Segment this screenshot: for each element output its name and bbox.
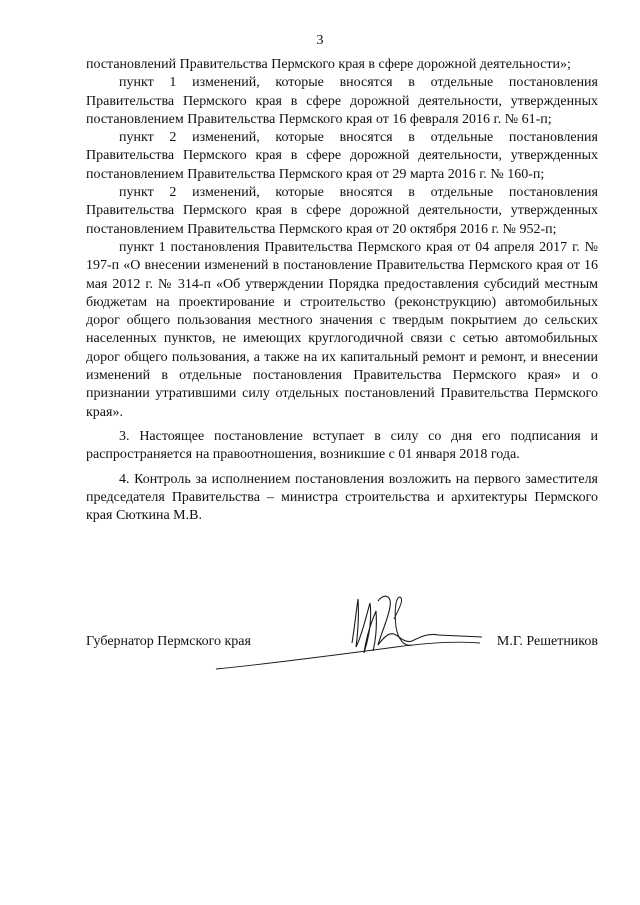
paragraph-item: пункт 1 постановления Правительства Пермского края от 04 апреля 2017 г. № 197-п «О внесении изменений в постановление Правительства Пермского края от 16 мая 2012 г. № 314-п «Об утверждении Порядка предоставления субсидий местным бюджетам на проектирование и строительство (реконструкцию) автомобильных дорог общего пользования местного значения с твердым покрытием до сельских населенных пунктов, не имеющих круглогодичной связи с сетью автомобильных дорог общего пользования, а также на их капитальный ремонт и ремонт, и внесении изменений в отдельные постановления Правительства Пермского края» и о признании утратившими силу отдельных постановлений Правительства Пермского края». <box>86 239 598 420</box>
page-number: 3 <box>316 33 324 48</box>
paragraph-continuation: постановлений Правительства Пермского края в сфере дорожной деятельности»; <box>86 57 571 72</box>
handwritten-signature <box>206 591 486 671</box>
signer-title: Губернатор Пермского края <box>86 634 251 649</box>
document-body <box>86 56 598 525</box>
paragraph-item: пункт 1 изменений, которые вносятся в отдельные постановления Правительства Пермского края в сфере дорожной деятельности, утвержденных постановлением Правительства Пермского края от 16 февраля 2016 г. № 61-п; <box>86 75 598 127</box>
paragraph-item: пункт 2 изменений, которые вносятся в отдельные постановления Правительства Пермского края в сфере дорожной деятельности, утвержденных постановлением Правительства Пермского края от 29 марта 2016 г. № 160-п; <box>86 130 598 182</box>
signer-name: М.Г. Решетников <box>496 634 598 649</box>
paragraph-clause-3: 3. Настоящее постановление вступает в силу со дня его подписания и распространяется на правоотношения, возникшие с 01 января 2018 года. <box>86 428 598 463</box>
paragraph-item: пункт 2 изменений, которые вносятся в отдельные постановления Правительства Пермского края в сфере дорожной деятельности, утвержденных постановлением Правительства Пермского края от 20 октября 2016 г. № 952-п; <box>86 185 598 237</box>
paragraph-clause-4: 4. Контроль за исполнением постановления возложить на первого заместителя председателя Правительства – министра строительства и архитектуры Пермского края Сюткина М.В. <box>86 471 598 524</box>
